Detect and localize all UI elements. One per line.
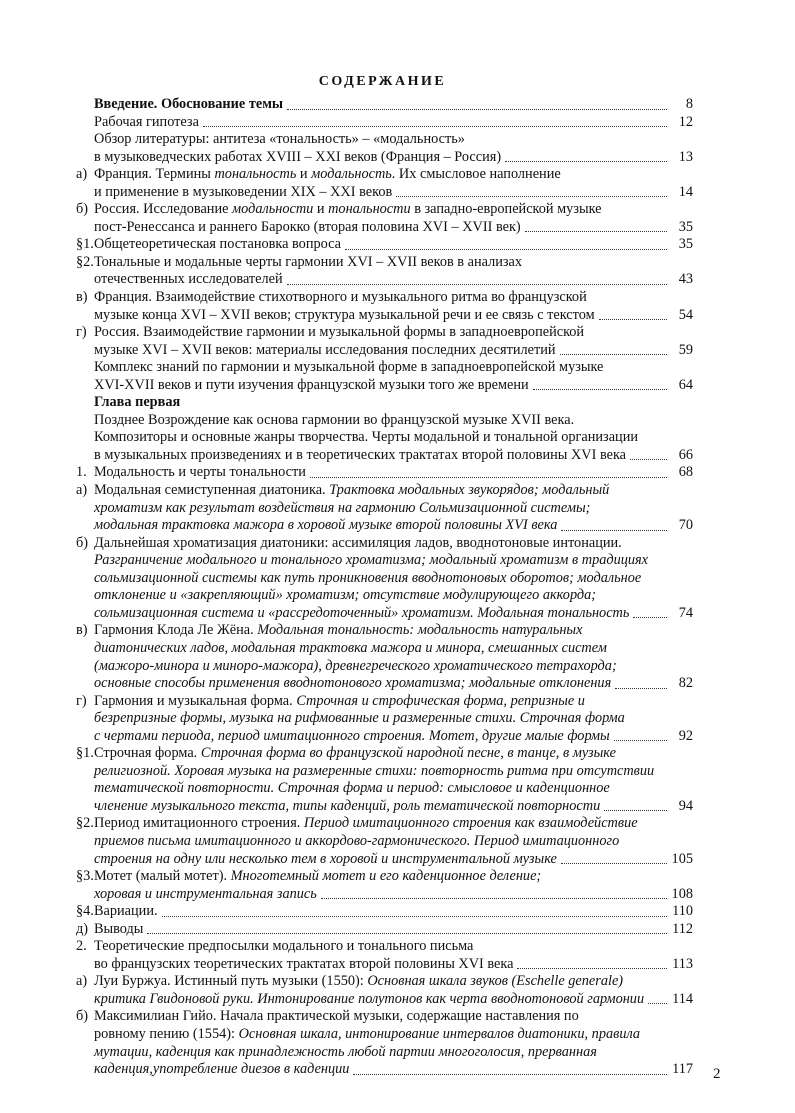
dot-leader (396, 187, 667, 197)
entry-marker (76, 131, 94, 166)
entry-page-number: 108 (671, 885, 693, 902)
entry-line (94, 236, 693, 254)
entry-line (94, 798, 693, 816)
entry-line (94, 605, 693, 623)
entry-line (94, 622, 693, 640)
entry-line (94, 324, 693, 342)
entry-page-number: 92 (678, 727, 693, 744)
toc-entry (76, 254, 693, 289)
entry-line (94, 96, 693, 114)
entry-marker: б) (76, 201, 89, 218)
entry-text: и (296, 166, 312, 183)
entry-page-number: 12 (678, 113, 693, 130)
entry-marker: в) (76, 289, 88, 306)
entry-text: с чертами периода, период имитационного строения. Мотет, другие малые формы (94, 727, 610, 744)
entry-line (94, 1044, 693, 1062)
entry-line (94, 710, 693, 728)
dot-leader (560, 345, 667, 355)
toc-entry (76, 745, 693, 815)
toc-entry (76, 289, 693, 324)
entry-marker: §3. (76, 868, 94, 885)
entry-line (94, 675, 693, 693)
entry-page-number: 35 (678, 236, 693, 253)
entry-text: музыке XVI – XVII веков: материалы исследования последних десятилетий (94, 341, 556, 358)
entry-line (94, 815, 693, 833)
entry-line (94, 780, 693, 798)
entry-text: Обзор литературы: антитеза «тональность» – «модальность» (94, 131, 465, 148)
entry-text: Дальнейшая хроматизация диатоники: ассимиляция ладов, вводнотоновые интонации. (94, 534, 622, 551)
entry-page-number: 68 (678, 464, 693, 481)
entry-marker: §2. (76, 253, 94, 270)
entry-text: XVI-XVII веков и пути изучения французской музыки того же времени (94, 376, 529, 393)
entry-marker: б) (76, 534, 89, 551)
entry-marker: б) (76, 1008, 89, 1025)
entry-marker (76, 412, 94, 465)
toc-entry (76, 938, 693, 973)
entry-line (94, 552, 693, 570)
entry-text: ровному пению (1554): (94, 1025, 239, 1042)
entry-text: Композиторы и основные жанры творчества. Черты модальной и тональной организации (94, 429, 638, 446)
entry-line (94, 429, 693, 447)
entry-text: Рабочая гипотеза (94, 113, 199, 130)
entry-marker: д) (76, 920, 89, 937)
entry-line (94, 219, 693, 237)
toc-entry (76, 868, 693, 903)
toc-entry (76, 464, 693, 482)
entry-text: в западно-европейской музыке (410, 201, 602, 218)
entry-line (94, 464, 693, 482)
entry-line (94, 307, 693, 325)
dot-leader (561, 521, 667, 531)
entry-text: в музыкальных произведениях и в теоретических трактатах второй половины XVI века (94, 446, 627, 463)
dot-leader (533, 380, 667, 390)
entry-line (94, 886, 693, 904)
toc-entry (76, 412, 693, 465)
entry-line (94, 1026, 693, 1044)
entry-text: Максимилиан Гийо. Начала практической музыки, содержащие наставления по (94, 1008, 579, 1025)
dot-leader (517, 959, 667, 969)
entry-text: Строчная и строфическая форма, репризные и (296, 692, 585, 709)
entry-marker: а) (76, 482, 88, 499)
entry-line (94, 745, 693, 763)
entry-line (94, 693, 693, 711)
entry-page-number: 105 (671, 850, 693, 867)
entry-text: Модальность и черты тональности (94, 464, 306, 481)
toc-entry (76, 482, 693, 535)
entry-page-number: 13 (678, 148, 693, 165)
entry-page-number: 112 (672, 920, 693, 937)
entry-text: Период имитационного строения как взаимодействие (303, 815, 638, 832)
dot-leader (615, 679, 667, 689)
entry-text: Франция. Взаимодействие стихотворного и музыкального ритма во французской (94, 289, 587, 306)
entry-text: модальности (232, 201, 314, 218)
entry-text: Тональные и модальные черты гармонии XVI – XVII веков в анализах (94, 253, 523, 270)
entry-text: строения на одну или несколько тем в хоровой и инструментальной музыке (94, 850, 557, 867)
entry-page-number: 14 (678, 183, 693, 200)
entry-page-number: 114 (672, 990, 693, 1007)
toc-entry (76, 201, 693, 236)
entry-line (94, 377, 693, 395)
toc-entry (76, 622, 693, 692)
toc-entry (76, 973, 693, 1008)
entry-line (94, 991, 693, 1009)
entry-text: Период имитационного строения. (94, 815, 304, 832)
dot-leader (203, 117, 667, 127)
entry-line (94, 903, 693, 921)
toc-entry (76, 96, 693, 114)
entry-line (94, 868, 693, 886)
toc-entry (76, 114, 693, 132)
entry-line (94, 833, 693, 851)
entry-line (94, 640, 693, 658)
dot-leader (162, 907, 667, 917)
toc-entry (76, 535, 693, 623)
dot-leader (614, 731, 667, 741)
entry-line (94, 517, 693, 535)
dot-leader (525, 222, 667, 232)
entry-text: членение музыкального текста, типы каденций, роль тематической повторности (94, 797, 601, 814)
entry-text: Модальная тональность: модальность натуральных (257, 622, 583, 639)
entry-line (94, 166, 693, 184)
entry-page-number: 117 (672, 1061, 693, 1078)
entry-page-number: 43 (678, 271, 693, 288)
dot-leader (630, 450, 667, 460)
entry-marker: 1. (76, 464, 87, 481)
entry-text: каденция,употребление диезов в каденции (94, 1061, 350, 1078)
toc-entry (76, 394, 693, 412)
toc-entry (76, 324, 693, 359)
entry-page-number: 82 (678, 675, 693, 692)
entry-text: отечественных исследователей (94, 271, 283, 288)
entry-line (94, 938, 693, 956)
dot-leader (604, 801, 667, 811)
dot-leader (599, 310, 667, 320)
entry-line (94, 482, 693, 500)
entry-text: сольмизационная система и «рассредоточенный» хроматизм. Модальная тональность (94, 604, 630, 621)
entry-line (94, 184, 693, 202)
entry-line (94, 1008, 693, 1026)
entry-line (94, 131, 693, 149)
dot-leader (353, 1065, 667, 1075)
toc-entry (76, 921, 693, 939)
entry-line (94, 535, 693, 553)
entry-line (94, 359, 693, 377)
entry-marker: §2. (76, 815, 94, 832)
dot-leader (287, 275, 667, 285)
entry-text: Мотет (малый мотет). (94, 868, 231, 885)
entry-line (94, 271, 693, 289)
entry-marker: г) (76, 692, 87, 709)
dot-leader (633, 608, 667, 618)
entry-text: Теоретические предпосылки модального и тонального письма (94, 938, 474, 955)
entry-line (94, 728, 693, 746)
entry-marker: §4. (76, 903, 94, 920)
entry-line (94, 412, 693, 430)
entry-text: безрепризные формы, музыка на рифмованные и размеренные стихи. Строчная форма (94, 710, 625, 727)
entry-page-number: 66 (678, 446, 693, 463)
toc-entry (76, 131, 693, 166)
dot-leader (310, 468, 667, 478)
dot-leader (345, 240, 667, 250)
entry-text: Вариации. (94, 903, 158, 920)
entry-page-number: 35 (678, 218, 693, 235)
toc-entry (76, 903, 693, 921)
page-number: 2 (713, 1066, 721, 1082)
entry-text: музыке конца XVI – XVII веков; структура музыкальной речи и ее связь с текстом (94, 306, 595, 323)
entry-line (94, 394, 693, 412)
entry-text: Трактовка модальных звукорядов; модальный (329, 482, 610, 499)
entry-line (94, 500, 693, 518)
entry-text: критика Гвидоновой руки. Интонирование полутонов как черта вводнотоновой гармонии (94, 990, 645, 1007)
entry-marker: а) (76, 166, 88, 183)
entry-text: тональность (214, 166, 297, 183)
entry-line (94, 1061, 693, 1079)
entry-line (94, 570, 693, 588)
dot-leader (287, 100, 667, 110)
dot-leader (648, 994, 667, 1004)
page-title: СОДЕРЖАНИЕ (318, 74, 447, 89)
entry-marker: §1. (76, 236, 94, 253)
entry-text: Введение. Обоснование темы (94, 96, 284, 112)
entry-text: модальность (311, 166, 392, 183)
entry-text: Гармония и музыкальная форма. (94, 692, 297, 709)
entry-line (94, 587, 693, 605)
entry-text: основные способы применения вводнотонового хроматизма; модальные отклонения (94, 675, 612, 692)
entry-text: мутации, каденция как принадлежность любой партии многоголосия, прерванная (94, 1043, 597, 1060)
entry-text: Гармония Клода Ле Жёна. (94, 622, 258, 639)
entry-text: отклонение и «закрепляющий» хроматизм; отсутствие модулирующего аккорда; (94, 587, 597, 604)
entry-text: Строчная форма во французской народной песне, в танце, в музыке (200, 745, 616, 762)
entry-text: Модальная семиступенная диатоника. (94, 482, 330, 499)
entry-line (94, 956, 693, 974)
entry-line (94, 342, 693, 360)
entry-text: во французских теоретических трактатах второй половины XVI века (94, 955, 514, 972)
entry-text: религиозной. Хоровая музыка на размеренные стихи: повторность ритма при отсутствии (94, 762, 655, 779)
entry-text: хроматизм как результат воздействия на гармонию Сольмизационной системы; (94, 499, 591, 516)
entry-marker: 2. (76, 938, 87, 955)
entry-text: диатонических ладов, модальная трактовка мажора и минора, смешанных систем (94, 639, 607, 656)
entry-line (94, 973, 693, 991)
entry-text: приемов письма имитационного и аккордово-гармонического. Период имитационного (94, 832, 620, 849)
entry-marker: в) (76, 622, 88, 639)
toc-entry (76, 815, 693, 868)
entry-marker (76, 359, 94, 394)
entry-text: тематической повторности. Строчная форма и период: смысловое и каденционное (94, 780, 610, 797)
entry-text: модальная трактовка мажора в хоровой музыке второй половины XVI века (94, 517, 558, 534)
entry-text: и применение в музыковедении XIX – XXI веков (94, 183, 393, 200)
entry-page-number: 8 (685, 96, 693, 112)
dot-leader (561, 854, 667, 864)
entry-text: тональности (328, 201, 411, 218)
entry-line (94, 254, 693, 272)
entry-marker: §1. (76, 745, 94, 762)
entry-text: Основная шкала, интонирование интервалов диатоники, правила (238, 1025, 641, 1042)
toc-entry (76, 1008, 693, 1078)
entry-line (94, 921, 693, 939)
entry-text: Выводы (94, 920, 144, 937)
entry-marker: а) (76, 973, 88, 990)
entry-text: Строчная форма. (94, 745, 201, 762)
entry-page-number: 59 (678, 341, 693, 358)
entry-text: и (313, 201, 329, 218)
entry-text: Общетеоретическая постановка вопроса (94, 236, 341, 253)
entry-line (94, 114, 693, 132)
toc-entry (76, 166, 693, 201)
entry-line (94, 763, 693, 781)
entry-text: Разграничение модального и тонального хроматизма; модальный хроматизм в традициях (94, 552, 649, 569)
entry-text: Комплекс знаний по гармонии и музыкальной форме в западноевропейской музыке (94, 359, 604, 376)
toc-entry (76, 693, 693, 746)
entry-text: в музыковедческих работах XVIII – XXI веков (Франция – Россия) (94, 148, 502, 165)
entry-text: Франция. Термины (94, 166, 215, 183)
entry-text: Основная шкала звуков (Eschelle generale) (367, 973, 624, 990)
entry-page-number: 110 (672, 903, 693, 920)
entry-text: Глава первая (94, 394, 181, 411)
entry-marker (76, 114, 94, 132)
entry-text: Многотемный мотет и его каденционное деление; (230, 868, 542, 885)
dot-leader (321, 889, 667, 899)
dot-leader (505, 152, 667, 162)
toc-entry (76, 359, 693, 394)
entry-marker (76, 96, 94, 114)
dot-leader (147, 924, 667, 934)
table-of-contents (76, 96, 693, 1079)
toc-entry (76, 236, 693, 254)
entry-line (94, 289, 693, 307)
entry-text: сольмизационной системы как путь проникновения вводнотоновых оборотов; модальное (94, 569, 642, 586)
entry-text: Россия. Исследование (94, 201, 233, 218)
entry-line (94, 447, 693, 465)
entry-line (94, 658, 693, 676)
entry-text: Луи Буржуа. Истинный путь музыки (1550): (94, 973, 368, 990)
entry-marker: г) (76, 324, 87, 341)
entry-text: . Их смысловое наполнение (391, 166, 561, 183)
entry-text: пост-Ренессанса и раннего Барокко (вторая половина XVI – XVII век) (94, 218, 521, 235)
entry-line (94, 149, 693, 167)
entry-page-number: 94 (678, 797, 693, 814)
entry-line (94, 201, 693, 219)
entry-page-number: 54 (678, 306, 693, 323)
entry-text: (мажоро-минора и миноро-мажора), древнегреческого хроматического тетрахорда; (94, 657, 617, 674)
entry-marker (76, 394, 94, 412)
entry-text: Позднее Возрождение как основа гармонии во французской музыке XVII века. (94, 411, 575, 428)
entry-text: Россия. Взаимодействие гармонии и музыкальной формы в западноевропейской (94, 324, 585, 341)
entry-page-number: 64 (678, 376, 693, 393)
entry-page-number: 70 (678, 517, 693, 534)
entry-page-number: 113 (672, 955, 693, 972)
entry-text: хоровая и инструментальная запись (94, 885, 317, 902)
entry-line (94, 851, 693, 869)
entry-page-number: 74 (678, 604, 693, 621)
